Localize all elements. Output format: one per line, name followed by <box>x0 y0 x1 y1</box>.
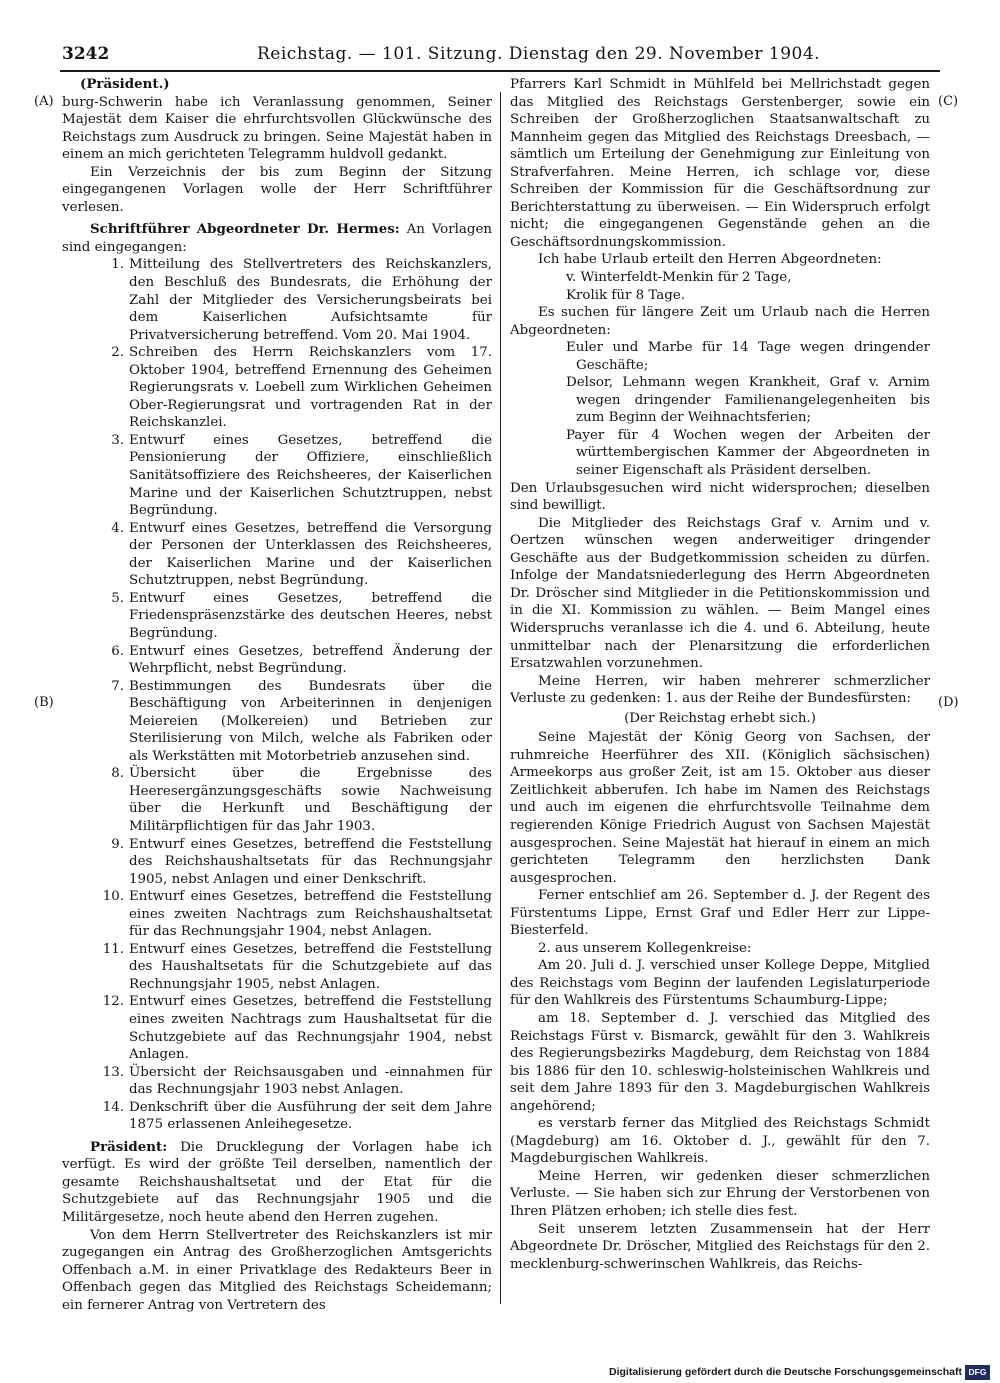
item-text: Entwurf eines Gesetzes, betreffend die Feststellung eines zweiten Nachtrags zum Haushaltsetat für die Schutzgebiete auf das Rechnungsjahr 1904, nebst Anlagen. <box>129 994 492 1063</box>
running-head: Reichstag. — 101. Sitzung. Dienstag den 29. November 1904. <box>257 44 821 64</box>
item-text: Entwurf eines Gesetzes, betreffend die Feststellung des Reichshaushaltsetats für das Rechnungsjahr 1905, nebst Anlagen und einer Denkschrift. <box>129 836 492 887</box>
list-item <box>62 993 492 1063</box>
item-number: 3. <box>111 432 124 448</box>
president-paragraph <box>62 1139 492 1227</box>
column-divider <box>500 92 501 1304</box>
item-text: Entwurf eines Gesetzes, betreffend die Pensionierung der Offiziere, einschließlich Sanitätsoffiziere des Reichsheeres, der Kaiserlichen Marine und der Kaiserlichen Schutztruppen, nebst Begründung. <box>129 432 492 519</box>
leave-entry-1: v. Winterfeldt-Menkin für 2 Tage, <box>566 270 792 286</box>
item-text: Denkschrift über die Ausführung der seit dem Jahre 1875 erlassenen Anleihegesetze. <box>129 1099 492 1133</box>
intro-paragraph-2: Ein Verzeichnis der bis zum Beginn der Sitzung eingegangenen Vorlagen wolle der Herr Schriftführer verlesen. <box>62 164 492 215</box>
paragraph-5: Die Mitglieder des Reichstags Graf v. Arnim und v. Oertzen wünschen wegen anderweitiger dringender Geschäfte aus der Budgetkommission scheiden zu dürfen. Infolge der Mandatsniederlegung des Herrn Abgeordneten Dr. Dröscher sind Mitglieder in die Petitionskommission und in die XI. Kommission zu wählen. — Beim Mangel eines Widerspruchs veranlasse ich die 4. und 6. Abteilung, heute unmittelbar nach der Plenarsitzung die erforderlichen Ersatzwahlen vorzunehmen. <box>510 515 930 672</box>
paragraph-14: Seit unserem letzten Zusammensein hat der Herr Abgeordnete Dr. Dröscher, Mitglied des Reichstags für den 2. mecklenburg-schwerinschen Wahlkreis, das Reichs- <box>510 1221 930 1272</box>
paragraph-6: Meine Herren, wir haben mehrerer schmerzlicher Verluste zu gedenken: 1. aus der Reihe der Bundesfürsten: <box>510 673 930 707</box>
item-text: Entwurf eines Gesetzes, betreffend Änderung der Wehrpflicht, nebst Begründung. <box>129 643 492 677</box>
paragraph-12: es verstarb ferner das Mitglied des Reichstags Schmidt (Magdeburg) am 16. Oktober d. J., gewählt für den 7. Magdeburgischen Wahlkreis. <box>510 1116 930 1167</box>
page-header <box>62 44 996 68</box>
list-item <box>62 888 492 941</box>
paragraph-13: Meine Herren, wir gedenken dieser schmerzlichen Verluste. — Sie haben sich zur Ehrung der Verstorbenen von Ihren Plätzen erhoben; ich stelle dies fest. <box>510 1168 930 1219</box>
item-number: 7. <box>111 678 124 694</box>
paragraph-4: Den Urlaubsgesuchen wird nicht widersprochen; dieselben sind bewilligt. <box>510 480 930 514</box>
item-number: 4. <box>111 520 124 536</box>
item-number: 10. <box>102 889 124 905</box>
dfg-logo: DFG <box>965 1365 990 1380</box>
secretary-paragraph <box>62 221 492 256</box>
intro-paragraph-1: burg-Schwerin habe ich Veranlassung genommen, Seiner Majestät dem Kaiser die ehrfurchtsvollen Glückwünsche des Reichstags zum Ausdruck zu bringen. Seine Majestät haben in einem an mich gerichteten Telegramm huldvoll gedankt. <box>62 94 492 163</box>
stage-direction: (Der Reichstag erhebt sich.) <box>624 710 816 726</box>
paragraph-2: Ich habe Urlaub erteilt den Herren Abgeordneten: <box>538 252 882 268</box>
item-number: 6. <box>111 643 124 659</box>
paragraph-9: 2. aus unserem Kollegenkreise: <box>538 940 752 956</box>
paragraph-8: Ferner entschlief am 26. September d. J. der Regent des Fürstentums Lippe, Ernst Graf und Edler Herr zur Lippe-Biesterfeld. <box>510 888 930 939</box>
list-item <box>62 1099 492 1134</box>
paragraph-1: Pfarrers Karl Schmidt in Mühlfeld bei Mellrichstadt gegen das Mitglied des Reichstags Gerstenberger, sowie ein Schreiben der Großherzoglichen Staatsanwaltschaft zu Mannheim gegen das Mitglied des Reichstags Dreesbach, — sämtlich um Erteilung der Genehmigung zur Einleitung von Strafverfahren. Meine Herren, ich schlage vor, diese Schreiben der Kommission für die Geschäftsordnung zur Berichterstattung zu überweisen. — Ein Widerspruch erfolgt nicht; die eingegangenen Gegenstände gehen an die Geschäftsordnungskommission. <box>510 77 930 250</box>
item-text: Bestimmungen des Bundesrats über die Beschäftigung von Arbeiterinnen in denjenigen Meiereien (Molkereien) und Betrieben zur Sterilisierung von Milch, welche als Fabriken oder als Werkstätten mit Motorbetrieb anzusehen sind. <box>129 678 492 764</box>
item-text: Entwurf eines Gesetzes, betreffend die Versorgung der Personen der Unterklassen des Reichsheeres, der Kaiserlichen Marine und der Kaiserlichen Schutztruppen, nebst Begründung. <box>129 520 492 589</box>
item-number: 12. <box>102 994 124 1010</box>
list-item <box>62 765 492 835</box>
page-footer <box>609 1366 1000 1383</box>
paragraph-3: Es suchen für längere Zeit um Urlaub nach die Herren Abgeordneten: <box>510 305 930 338</box>
page-number: 3242 <box>62 44 110 64</box>
list-item <box>62 590 492 643</box>
list-item <box>62 643 492 678</box>
item-text: Übersicht über die Ergebnisse des Heeresergänzungsgeschäfts sowie Nachweisung über die Herkunft und Beschäftigung der Militärpflichtigen für das Jahr 1903. <box>129 766 492 834</box>
header-rule <box>60 70 940 72</box>
item-text: Entwurf eines Gesetzes, betreffend die Feststellung des Haushaltsetats für die Schutzgebiete auf das Rechnungsjahr 1905, nebst Anlagen. <box>129 941 492 992</box>
margin-mark-a: (A) <box>34 94 54 109</box>
list-item <box>62 941 492 994</box>
speaker-label: (Präsident.) <box>80 76 170 92</box>
list-item <box>62 256 492 344</box>
left-column <box>62 76 492 1314</box>
long-leave-entry-2: Delsor, Lehmann wegen Krankheit, Graf v. Arnim wegen dringender Familienangelegenheiten bis zum Beginn der Weihnachtsferien; <box>566 375 930 426</box>
long-leave-entry-3: Payer für 4 Wochen wegen der Arbeiten der württembergischen Kammer der Abgeordneten in seiner Eigenschaft als Präsident derselben. <box>566 427 930 479</box>
margin-mark-c: (C) <box>938 94 959 109</box>
list-item <box>62 344 492 432</box>
item-number: 8. <box>111 766 124 782</box>
margin-mark-b: (B) <box>34 695 54 710</box>
margin-mark-d: (D) <box>938 695 959 710</box>
item-number: 9. <box>111 836 124 852</box>
list-item <box>62 520 492 590</box>
secretary-speaker: Schriftführer Abgeordneter Dr. Hermes: <box>90 221 400 238</box>
leave-entry-2: Krolik für 8 Tage. <box>566 287 686 303</box>
item-text: Übersicht der Reichsausgaben und -einnahmen für das Rechnungsjahr 1903 nebst Anlagen. <box>129 1064 492 1098</box>
paragraph-11: am 18. September d. J. verschied das Mitglied des Reichstags Fürst v. Bismarck, gewählt für den 3. Wahlkreis des Regierungsbezirks Magdeburg, dem Reichstag von 1884 bis 1886 für den 10. schleswig-holsteinischen Wahlkreis und seit dem Jahre 1893 für den 3. Magdeburgischen Wahlkreis angehörend; <box>510 1010 930 1114</box>
funding-notice: Digitalisierung gefördert durch die Deutsche Forschungsgemeinschaft <box>609 1366 962 1378</box>
long-leave-entry-1: Euler und Marbe für 14 Tage wegen dringender Geschäfte; <box>566 340 930 373</box>
item-text: Entwurf eines Gesetzes, betreffend die Feststellung eines zweiten Nachtrags zum Reichshaushaltsetat für das Rechnungsjahr 1904, nebst Anlagen. <box>129 889 492 940</box>
list-item <box>62 678 492 766</box>
submission-list <box>62 256 492 1133</box>
list-item <box>62 1064 492 1099</box>
item-number: 1. <box>111 257 124 273</box>
item-number: 5. <box>111 590 124 606</box>
president-text: Die Drucklegung der Vorlagen habe ich verfügt. Es wird der größte Teil derselben, namentlich der gesamte Reichshaushaltsetat und der Etat für die Schutzgebiete auf das Rechnungsjahr 1905 und die Militärgesetze, noch heute abend den Herren zugehen. <box>62 1139 492 1225</box>
paragraph-10: Am 20. Juli d. J. verschied unser Kollege Deppe, Mitglied des Reichstags vom Beginn der laufenden Legislaturperiode für den Wahlkreis des Fürstentums Schaumburg-Lippe; <box>510 958 930 1009</box>
list-item <box>62 432 492 520</box>
item-number: 2. <box>111 345 124 361</box>
secretary-text: An Vorlagen sind eingegangen: <box>62 222 492 255</box>
paragraph-7: Seine Majestät der König Georg von Sachsen, der ruhmreiche Heerführer des XII. (Königlich sächsischen) Armeekorps aus großer Zeit, ist am 15. Oktober aus dieser Zeitlichkeit abberufen. Ich habe im Namen des Reichstags und auch im eigenen die ehrfurchtsvolle Teilnahme dem regierenden Könige Friedrich August von Sachsen Majestät ausgesprochen. Seine Majestät hat hierauf in einem an mich gerichteten Telegramm den herzlichsten Dank ausgesprochen. <box>510 730 930 886</box>
president-speaker: Präsident: <box>90 1138 168 1155</box>
item-number: 14. <box>102 1099 124 1115</box>
item-number: 13. <box>102 1064 124 1080</box>
right-column <box>510 76 930 1273</box>
item-number: 11. <box>102 941 124 957</box>
item-text: Entwurf eines Gesetzes, betreffend die Friedenspräsenzstärke des deutschen Heeres, nebst Begründung. <box>129 590 492 641</box>
item-text: Mitteilung des Stellvertreters des Reichskanzlers, den Beschluß des Bundesrats, die Erhöhung der Zahl der Mitglieder des Versicherungsbeirats bei dem Kaiserlichen Aufsichtsamte für Privatversicherung betreffend. Vom 20. Mai 1904. <box>129 257 492 343</box>
closing-paragraph: Von dem Herrn Stellvertreter des Reichskanzlers ist mir zugegangen ein Antrag des Großherzoglichen Amtsgerichts Offenbach a.M. in einer Privatklage des Redakteurs Beer in Offenbach gegen das Mitglied des Reichstags Scheidemann; ein fernerer Antrag von Vertretern des <box>62 1227 492 1313</box>
item-text: Schreiben des Herrn Reichskanzlers vom 17. Oktober 1904, betreffend Ernennung des Geheimen Regierungsrats v. Loebell zum Wirklichen Geheimen Ober-Regierungsrat und vortragenden Rat in der Reichskanzlei. <box>129 345 492 431</box>
list-item <box>62 836 492 889</box>
